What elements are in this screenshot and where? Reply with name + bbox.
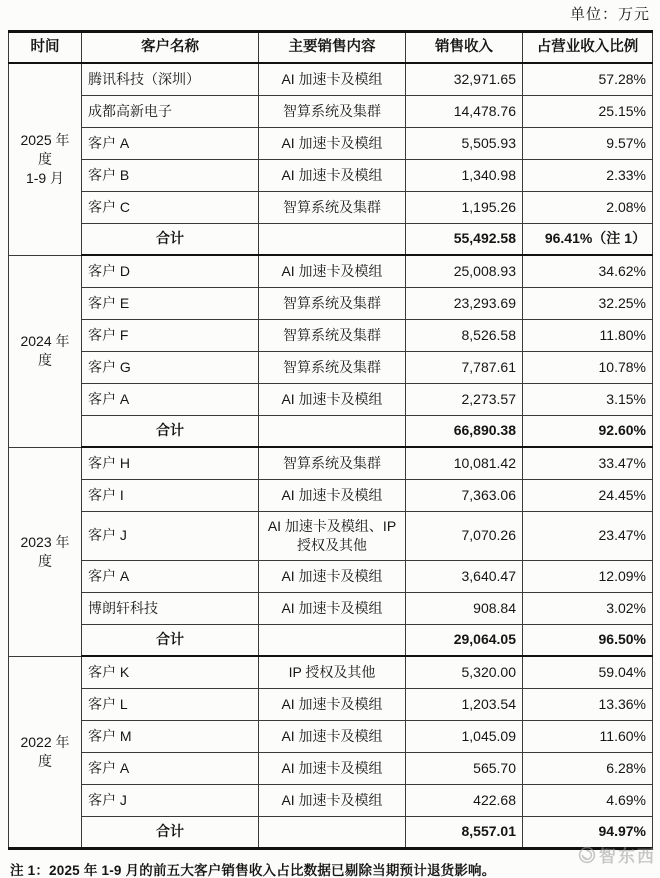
- customer-name-cell: 博朗轩科技: [82, 592, 259, 624]
- sales-revenue-cell: 1,340.98: [406, 159, 523, 191]
- revenue-share-cell: 25.15%: [523, 95, 653, 127]
- table-row: [9, 351, 653, 383]
- sales-content-cell: 智算系统及集群: [259, 191, 406, 223]
- sales-revenue-cell: 32,971.65: [406, 63, 523, 95]
- total-row: [9, 624, 653, 656]
- sales-content-cell: 智算系统及集群: [259, 447, 406, 479]
- table-row: [9, 255, 653, 287]
- table-row: [9, 159, 653, 191]
- sales-content-cell: AI 加速卡及模组: [259, 255, 406, 287]
- period-line: 2022 年度: [20, 733, 70, 769]
- sales-revenue-cell: 23,293.69: [406, 287, 523, 319]
- sales-revenue-cell: 1,203.54: [406, 688, 523, 720]
- customer-name-cell: 客户 H: [82, 447, 259, 479]
- top-customers-table: [8, 30, 653, 850]
- total-row: [9, 223, 653, 255]
- customer-name-cell: 客户 E: [82, 287, 259, 319]
- table-row: [9, 383, 653, 415]
- column-header-time: 时间: [9, 32, 82, 64]
- sales-content-cell: 智算系统及集群: [259, 287, 406, 319]
- revenue-share-cell: 24.45%: [523, 479, 653, 511]
- period-cell: [9, 447, 82, 656]
- sales-content-cell: 智算系统及集群: [259, 351, 406, 383]
- total-revenue-cell: 29,064.05: [406, 624, 523, 656]
- customer-name-cell: 客户 A: [82, 127, 259, 159]
- column-header-sales-content: 主要销售内容: [259, 32, 406, 64]
- table-row: [9, 784, 653, 816]
- customer-name-cell: 客户 F: [82, 319, 259, 351]
- sales-content-cell: 智算系统及集群: [259, 95, 406, 127]
- period-line: 1-9 月: [25, 169, 65, 186]
- sales-revenue-cell: 3,640.47: [406, 560, 523, 592]
- period-line: 2025 年度: [20, 131, 70, 167]
- sales-revenue-cell: 2,273.57: [406, 383, 523, 415]
- total-empty-cell: [259, 415, 406, 447]
- total-share-cell: 92.60%: [523, 415, 653, 447]
- revenue-share-cell: 34.62%: [523, 255, 653, 287]
- total-row: [9, 415, 653, 447]
- customer-name-cell: 腾讯科技（深圳）: [82, 63, 259, 95]
- customer-name-cell: 客户 I: [82, 479, 259, 511]
- revenue-share-cell: 10.78%: [523, 351, 653, 383]
- total-empty-cell: [259, 223, 406, 255]
- table-row: [9, 319, 653, 351]
- sales-content-cell: AI 加速卡及模组: [259, 383, 406, 415]
- table-row: [9, 752, 653, 784]
- sales-revenue-cell: 5,505.93: [406, 127, 523, 159]
- column-header-sales-revenue: 销售收入: [406, 32, 523, 64]
- sales-content-cell: AI 加速卡及模组: [259, 784, 406, 816]
- sales-content-cell: AI 加速卡及模组: [259, 592, 406, 624]
- period-line: 2024 年度: [20, 333, 70, 368]
- table-row: [9, 592, 653, 624]
- revenue-share-cell: 33.47%: [523, 447, 653, 479]
- revenue-share-cell: 2.08%: [523, 191, 653, 223]
- total-share-cell: 96.50%: [523, 624, 653, 656]
- sales-revenue-cell: 7,070.26: [406, 511, 523, 560]
- sales-revenue-cell: 908.84: [406, 592, 523, 624]
- sales-revenue-cell: 14,478.76: [406, 95, 523, 127]
- customer-name-cell: 客户 A: [82, 560, 259, 592]
- revenue-share-cell: 3.15%: [523, 383, 653, 415]
- table-body: [9, 63, 653, 848]
- customer-name-cell: 成都高新电子: [82, 95, 259, 127]
- sales-content-cell: AI 加速卡及模组、IP 授权及其他: [259, 511, 406, 560]
- revenue-share-cell: 11.60%: [523, 720, 653, 752]
- sales-revenue-cell: 565.70: [406, 752, 523, 784]
- column-header-revenue-share: 占营业收入比例: [523, 32, 653, 64]
- table-row: [9, 720, 653, 752]
- total-share-cell: 94.97%: [523, 816, 653, 848]
- sales-revenue-cell: 1,045.09: [406, 720, 523, 752]
- total-row: [9, 816, 653, 848]
- customer-name-cell: 客户 K: [82, 656, 259, 688]
- table-row: [9, 479, 653, 511]
- total-label-cell: 合计: [82, 415, 259, 447]
- sales-revenue-cell: 422.68: [406, 784, 523, 816]
- sales-content-cell: 智算系统及集群: [259, 319, 406, 351]
- total-empty-cell: [259, 624, 406, 656]
- sales-content-cell: AI 加速卡及模组: [259, 560, 406, 592]
- sales-revenue-cell: 7,787.61: [406, 351, 523, 383]
- total-revenue-cell: 66,890.38: [406, 415, 523, 447]
- customer-name-cell: 客户 B: [82, 159, 259, 191]
- revenue-share-cell: 59.04%: [523, 656, 653, 688]
- table-row: [9, 560, 653, 592]
- customer-name-cell: 客户 G: [82, 351, 259, 383]
- period-line: 2023 年度: [20, 533, 70, 569]
- table-row: [9, 511, 653, 560]
- sales-content-cell: AI 加速卡及模组: [259, 752, 406, 784]
- table-row: [9, 191, 653, 223]
- sales-content-cell: AI 加速卡及模组: [259, 159, 406, 191]
- total-label-cell: 合计: [82, 816, 259, 848]
- table-row: [9, 656, 653, 688]
- revenue-share-cell: 4.69%: [523, 784, 653, 816]
- table-row: [9, 287, 653, 319]
- sales-content-cell: AI 加速卡及模组: [259, 688, 406, 720]
- customer-name-cell: 客户 L: [82, 688, 259, 720]
- watermark-text: 智东西: [599, 847, 656, 866]
- total-revenue-cell: 55,492.58: [406, 223, 523, 255]
- revenue-share-cell: 6.28%: [523, 752, 653, 784]
- period-cell: [9, 656, 82, 848]
- footnote: 注 1：2025 年 1-9 月的前五大客户销售收入占比数据已剔除当期预计退货影响。: [10, 863, 496, 878]
- sales-content-cell: IP 授权及其他: [259, 656, 406, 688]
- customer-name-cell: 客户 M: [82, 720, 259, 752]
- sales-revenue-cell: 7,363.06: [406, 479, 523, 511]
- revenue-share-cell: 32.25%: [523, 287, 653, 319]
- total-empty-cell: [259, 816, 406, 848]
- total-label-cell: 合计: [82, 624, 259, 656]
- customer-name-cell: 客户 J: [82, 511, 259, 560]
- total-label-cell: 合计: [82, 223, 259, 255]
- table-row: [9, 447, 653, 479]
- total-revenue-cell: 8,557.01: [406, 816, 523, 848]
- table-row: [9, 688, 653, 720]
- sales-content-cell: AI 加速卡及模组: [259, 720, 406, 752]
- customer-name-cell: 客户 C: [82, 191, 259, 223]
- revenue-share-cell: 12.09%: [523, 560, 653, 592]
- table-header-row: [9, 32, 653, 64]
- table-row: [9, 127, 653, 159]
- revenue-share-cell: 3.02%: [523, 592, 653, 624]
- table-row: [9, 95, 653, 127]
- sales-revenue-cell: 1,195.26: [406, 191, 523, 223]
- unit-label: 单位：万元: [569, 7, 650, 23]
- revenue-share-cell: 2.33%: [523, 159, 653, 191]
- total-share-cell: 96.41%（注 1）: [523, 223, 653, 255]
- customer-name-cell: 客户 A: [82, 752, 259, 784]
- period-cell: [9, 255, 82, 447]
- revenue-share-cell: 13.36%: [523, 688, 653, 720]
- customer-name-cell: 客户 J: [82, 784, 259, 816]
- customer-name-cell: 客户 D: [82, 255, 259, 287]
- sales-content-cell: AI 加速卡及模组: [259, 479, 406, 511]
- sales-revenue-cell: 8,526.58: [406, 319, 523, 351]
- sales-revenue-cell: 25,008.93: [406, 255, 523, 287]
- revenue-share-cell: 9.57%: [523, 127, 653, 159]
- table-row: [9, 63, 653, 95]
- revenue-share-cell: 11.80%: [523, 319, 653, 351]
- sales-revenue-cell: 5,320.00: [406, 656, 523, 688]
- revenue-share-cell: 23.47%: [523, 511, 653, 560]
- sales-content-cell: AI 加速卡及模组: [259, 63, 406, 95]
- customer-name-cell: 客户 A: [82, 383, 259, 415]
- period-cell: [9, 63, 82, 255]
- revenue-share-cell: 57.28%: [523, 63, 653, 95]
- sales-content-cell: AI 加速卡及模组: [259, 127, 406, 159]
- column-header-customer-name: 客户名称: [82, 32, 259, 64]
- sales-revenue-cell: 10,081.42: [406, 447, 523, 479]
